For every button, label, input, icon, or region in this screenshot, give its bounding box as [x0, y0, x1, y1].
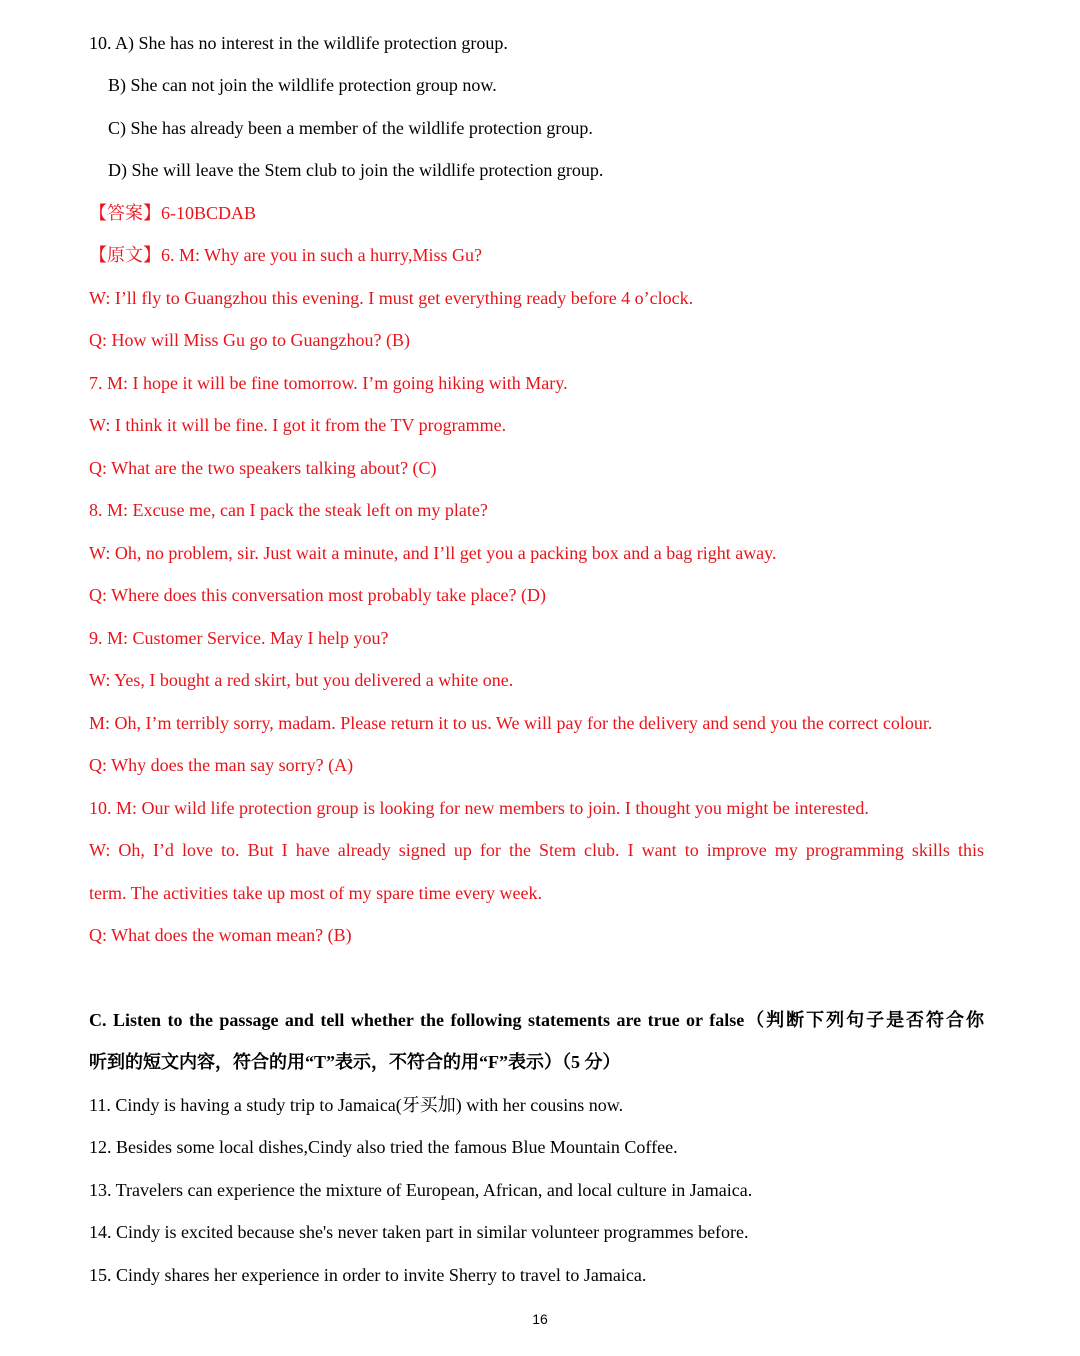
transcript-line: 9. M: Customer Service. May I help you?	[89, 628, 389, 648]
section-c-heading-continued: 听到的短文内容，符合的用“T”表示，不符合的用“F”表示）（5 分）	[89, 1052, 621, 1072]
transcript-line: 8. M: Excuse me, can I pack the steak left on my plate?	[89, 500, 488, 520]
transcript-line: W: I’ll fly to Guangzhou this evening. I must get everything ready before 4 o’clock.	[89, 288, 694, 308]
page-number: 16	[532, 1311, 548, 1327]
q10-option-a: 10. A) She has no interest in the wildlife protection group.	[89, 33, 508, 53]
transcript-line: Q: Where does this conversation most probably take place? (D)	[89, 585, 547, 605]
transcript-line: Q: What does the woman mean? (B)	[89, 925, 352, 945]
q10-option-b: B) She can not join the wildlife protection group now.	[108, 75, 497, 95]
transcript-line: 【原文】6. M: Why are you in such a hurry,Miss Gu?	[89, 245, 482, 265]
transcript-line: 10. M: Our wild life protection group is looking for new members to join. I thought you might be interested.	[89, 798, 869, 818]
transcript-line: Q: What are the two speakers talking about? (C)	[89, 458, 437, 478]
transcript-line: W: Yes, I bought a red skirt, but you delivered a white one.	[89, 670, 514, 690]
transcript-line: 7. M: I hope it will be fine tomorrow. I’m going hiking with Mary.	[89, 373, 568, 393]
section-c-heading: C. Listen to the passage and tell whether the following statements are true or false（判断下列句子是否符合你	[89, 1010, 984, 1030]
statement-item: 14. Cindy is excited because she's never taken part in similar volunteer programmes before.	[89, 1222, 749, 1242]
transcript-line: M: Oh, I’m terribly sorry, madam. Please return it to us. We will pay for the delivery and send you the correct colour.	[89, 713, 933, 733]
transcript-line: term. The activities take up most of my spare time every week.	[89, 883, 543, 903]
transcript-line: Q: Why does the man say sorry? (A)	[89, 755, 354, 775]
q10-option-d: D) She will leave the Stem club to join the wildlife protection group.	[108, 160, 604, 180]
transcript-line: W: Oh, I’d love to. But I have already signed up for the Stem club. I want to improve my programming skills this	[89, 840, 984, 860]
statement-item: 13. Travelers can experience the mixture of European, African, and local culture in Jamaica.	[89, 1180, 753, 1200]
statement-item: 11. Cindy is having a study trip to Jamaica(牙买加) with her cousins now.	[89, 1095, 624, 1115]
q10-option-c: C) She has already been a member of the wildlife protection group.	[108, 118, 593, 138]
answer-key: 【答案】6-10BCDAB	[89, 203, 257, 223]
transcript-line: W: I think it will be fine. I got it from the TV programme.	[89, 415, 507, 435]
transcript-line: W: Oh, no problem, sir. Just wait a minute, and I’ll get you a packing box and a bag right away.	[89, 543, 777, 563]
statement-item: 12. Besides some local dishes,Cindy also tried the famous Blue Mountain Coffee.	[89, 1137, 678, 1157]
statement-item: 15. Cindy shares her experience in order to invite Sherry to travel to Jamaica.	[89, 1265, 647, 1285]
transcript-line: Q: How will Miss Gu go to Guangzhou? (B)	[89, 330, 410, 350]
